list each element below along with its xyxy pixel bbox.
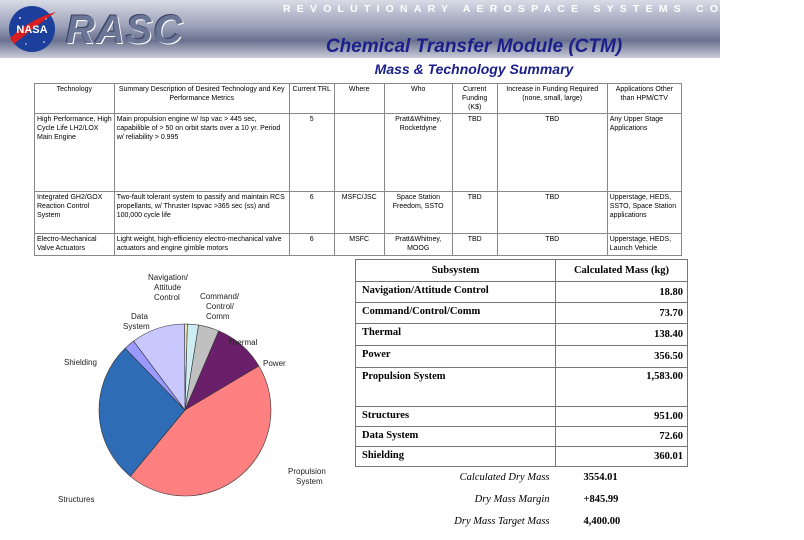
tagline: REVOLUTIONARY AEROSPACE SYSTEMS CONCEPTS: [283, 3, 804, 15]
pie-label: Command/ Control/ Comm: [200, 292, 240, 321]
rasc-logo: RASC: [66, 8, 184, 52]
cell-trl: 6: [289, 192, 334, 234]
col-increase: Increase in Funding Required (none, small, large): [497, 84, 607, 114]
page-title: Chemical Transfer Module (CTM): [325, 36, 623, 57]
cell-who: Pratt&Whitney, Rocketdyne: [384, 114, 452, 192]
technology-table-header: [35, 84, 682, 114]
subsystem-name: Power: [356, 346, 556, 368]
subsystem-mass: 72.60: [556, 427, 688, 447]
subsystem-mass: 18.80: [556, 282, 688, 303]
cell-description: Light weight, high-efficiency electro-mechanical valve actuators and engine gimble motors: [114, 234, 289, 256]
summary-row: [356, 511, 688, 533]
subsystem-mass: 1,583.00: [556, 368, 688, 407]
cell-who: Space Station Freedom, SSTO: [384, 192, 452, 234]
table-row: [356, 427, 688, 447]
cell-where: MSFC/JSC: [334, 192, 384, 234]
table-row: [35, 114, 682, 192]
subsystem-mass: 138.40: [556, 324, 688, 346]
col-trl: Current TRL: [289, 84, 334, 114]
subsystem-name: Data System: [356, 427, 556, 447]
technology-table: [34, 83, 682, 256]
summary-value: 3554.01: [583, 472, 618, 484]
subsystem-name: Shielding: [356, 447, 556, 467]
subsystem-mass: 951.00: [556, 407, 688, 427]
table-row: [35, 234, 682, 256]
table-row: [356, 324, 688, 346]
summary-label: Dry Mass Target Mass: [454, 516, 550, 527]
subsystem-mass: 356.50: [556, 346, 688, 368]
summary-label: Calculated Dry Mass: [459, 472, 550, 484]
col-applications: Applications Other than HPM/CTV: [607, 84, 681, 114]
summary-row: [356, 467, 688, 489]
pie-label: Propulsion System: [288, 467, 326, 486]
subsystem-name: Thermal: [356, 324, 556, 346]
pie-label: Data System: [123, 312, 150, 331]
pie-label: Structures: [58, 495, 95, 504]
table-row: [356, 407, 688, 427]
subsystem-name: Propulsion System: [356, 368, 556, 407]
table-row: [356, 368, 688, 407]
cell-trl: 5: [289, 114, 334, 192]
cell-increase: TBD: [497, 192, 607, 234]
subsystem-name: Command/Control/Comm: [356, 303, 556, 324]
pie-label: Navigation/ Attitude Control: [148, 273, 189, 302]
cell-who: Pratt&Whitney, MOOG: [384, 234, 452, 256]
subsystem-name: Structures: [356, 407, 556, 427]
pie-label: Power: [263, 359, 286, 368]
table-row: [356, 346, 688, 368]
col-where: Where: [334, 84, 384, 114]
col-technology: Technology: [35, 84, 115, 114]
col-subsystem: Subsystem: [356, 260, 556, 282]
table-row: [356, 282, 688, 303]
nasa-logo-text: NASA: [16, 24, 48, 36]
nasa-logo: [6, 4, 58, 54]
table-row: [35, 192, 682, 234]
col-description: Summary Description of Desired Technology and Key Performance Metrics: [114, 84, 289, 114]
cell-funding: TBD: [452, 192, 497, 234]
cell-increase: TBD: [497, 114, 607, 192]
cell-funding: TBD: [452, 114, 497, 192]
cell-description: Two-fault tolerant system to passify and maintain RCS propellants, w/ Thruster Ispvac >365 sec (ss) and 100,000 cycle life: [114, 192, 289, 234]
mass-table-header: [356, 260, 688, 282]
col-funding: Current Funding (K$): [452, 84, 497, 114]
cell-description: Main propulsion engine w/ Isp vac > 445 sec, capabilible of > 50 on orbit starts over a 10 yr. Period w/ reliability > 0.995: [114, 114, 289, 192]
cell-technology: Electro-Mechanical Valve Actuators: [35, 234, 115, 256]
summary-value: +845.99: [583, 494, 619, 505]
mass-pie-chart: [0, 262, 350, 540]
cell-applications: Any Upper Stage Applications: [607, 114, 681, 192]
cell-applications: Upperstage, HEDS, Launch Vehicle: [607, 234, 681, 256]
cell-technology: High Performance, High Cycle Life LH2/LOX Main Engine: [35, 114, 115, 192]
subsystem-mass: 360.01: [556, 447, 688, 467]
cell-where: [334, 114, 384, 192]
subsystem-name: Navigation/Attitude Control: [356, 282, 556, 303]
cell-applications: Upperstage, HEDS, SSTO, Space Station applications: [607, 192, 681, 234]
summary-label: Dry Mass Margin: [474, 494, 550, 505]
col-who: Who: [384, 84, 452, 114]
table-row: [356, 447, 688, 467]
cell-increase: TBD: [497, 234, 607, 256]
summary-row: [356, 489, 688, 511]
col-calculated-mass: Calculated Mass (kg): [556, 260, 688, 282]
pie-label: Thermal: [228, 338, 258, 347]
mass-table: [355, 259, 688, 533]
pie-label: Shielding: [64, 358, 97, 367]
subsystem-mass: 73.70: [556, 303, 688, 324]
page-subtitle: Mass & Technology Summary: [374, 61, 574, 77]
summary-value: 4,400.00: [583, 516, 621, 527]
cell-funding: TBD: [452, 234, 497, 256]
cell-technology: Integrated GH2/GOX Reaction Control System: [35, 192, 115, 234]
cell-where: MSFC: [334, 234, 384, 256]
table-row: [356, 303, 688, 324]
cell-trl: 6: [289, 234, 334, 256]
